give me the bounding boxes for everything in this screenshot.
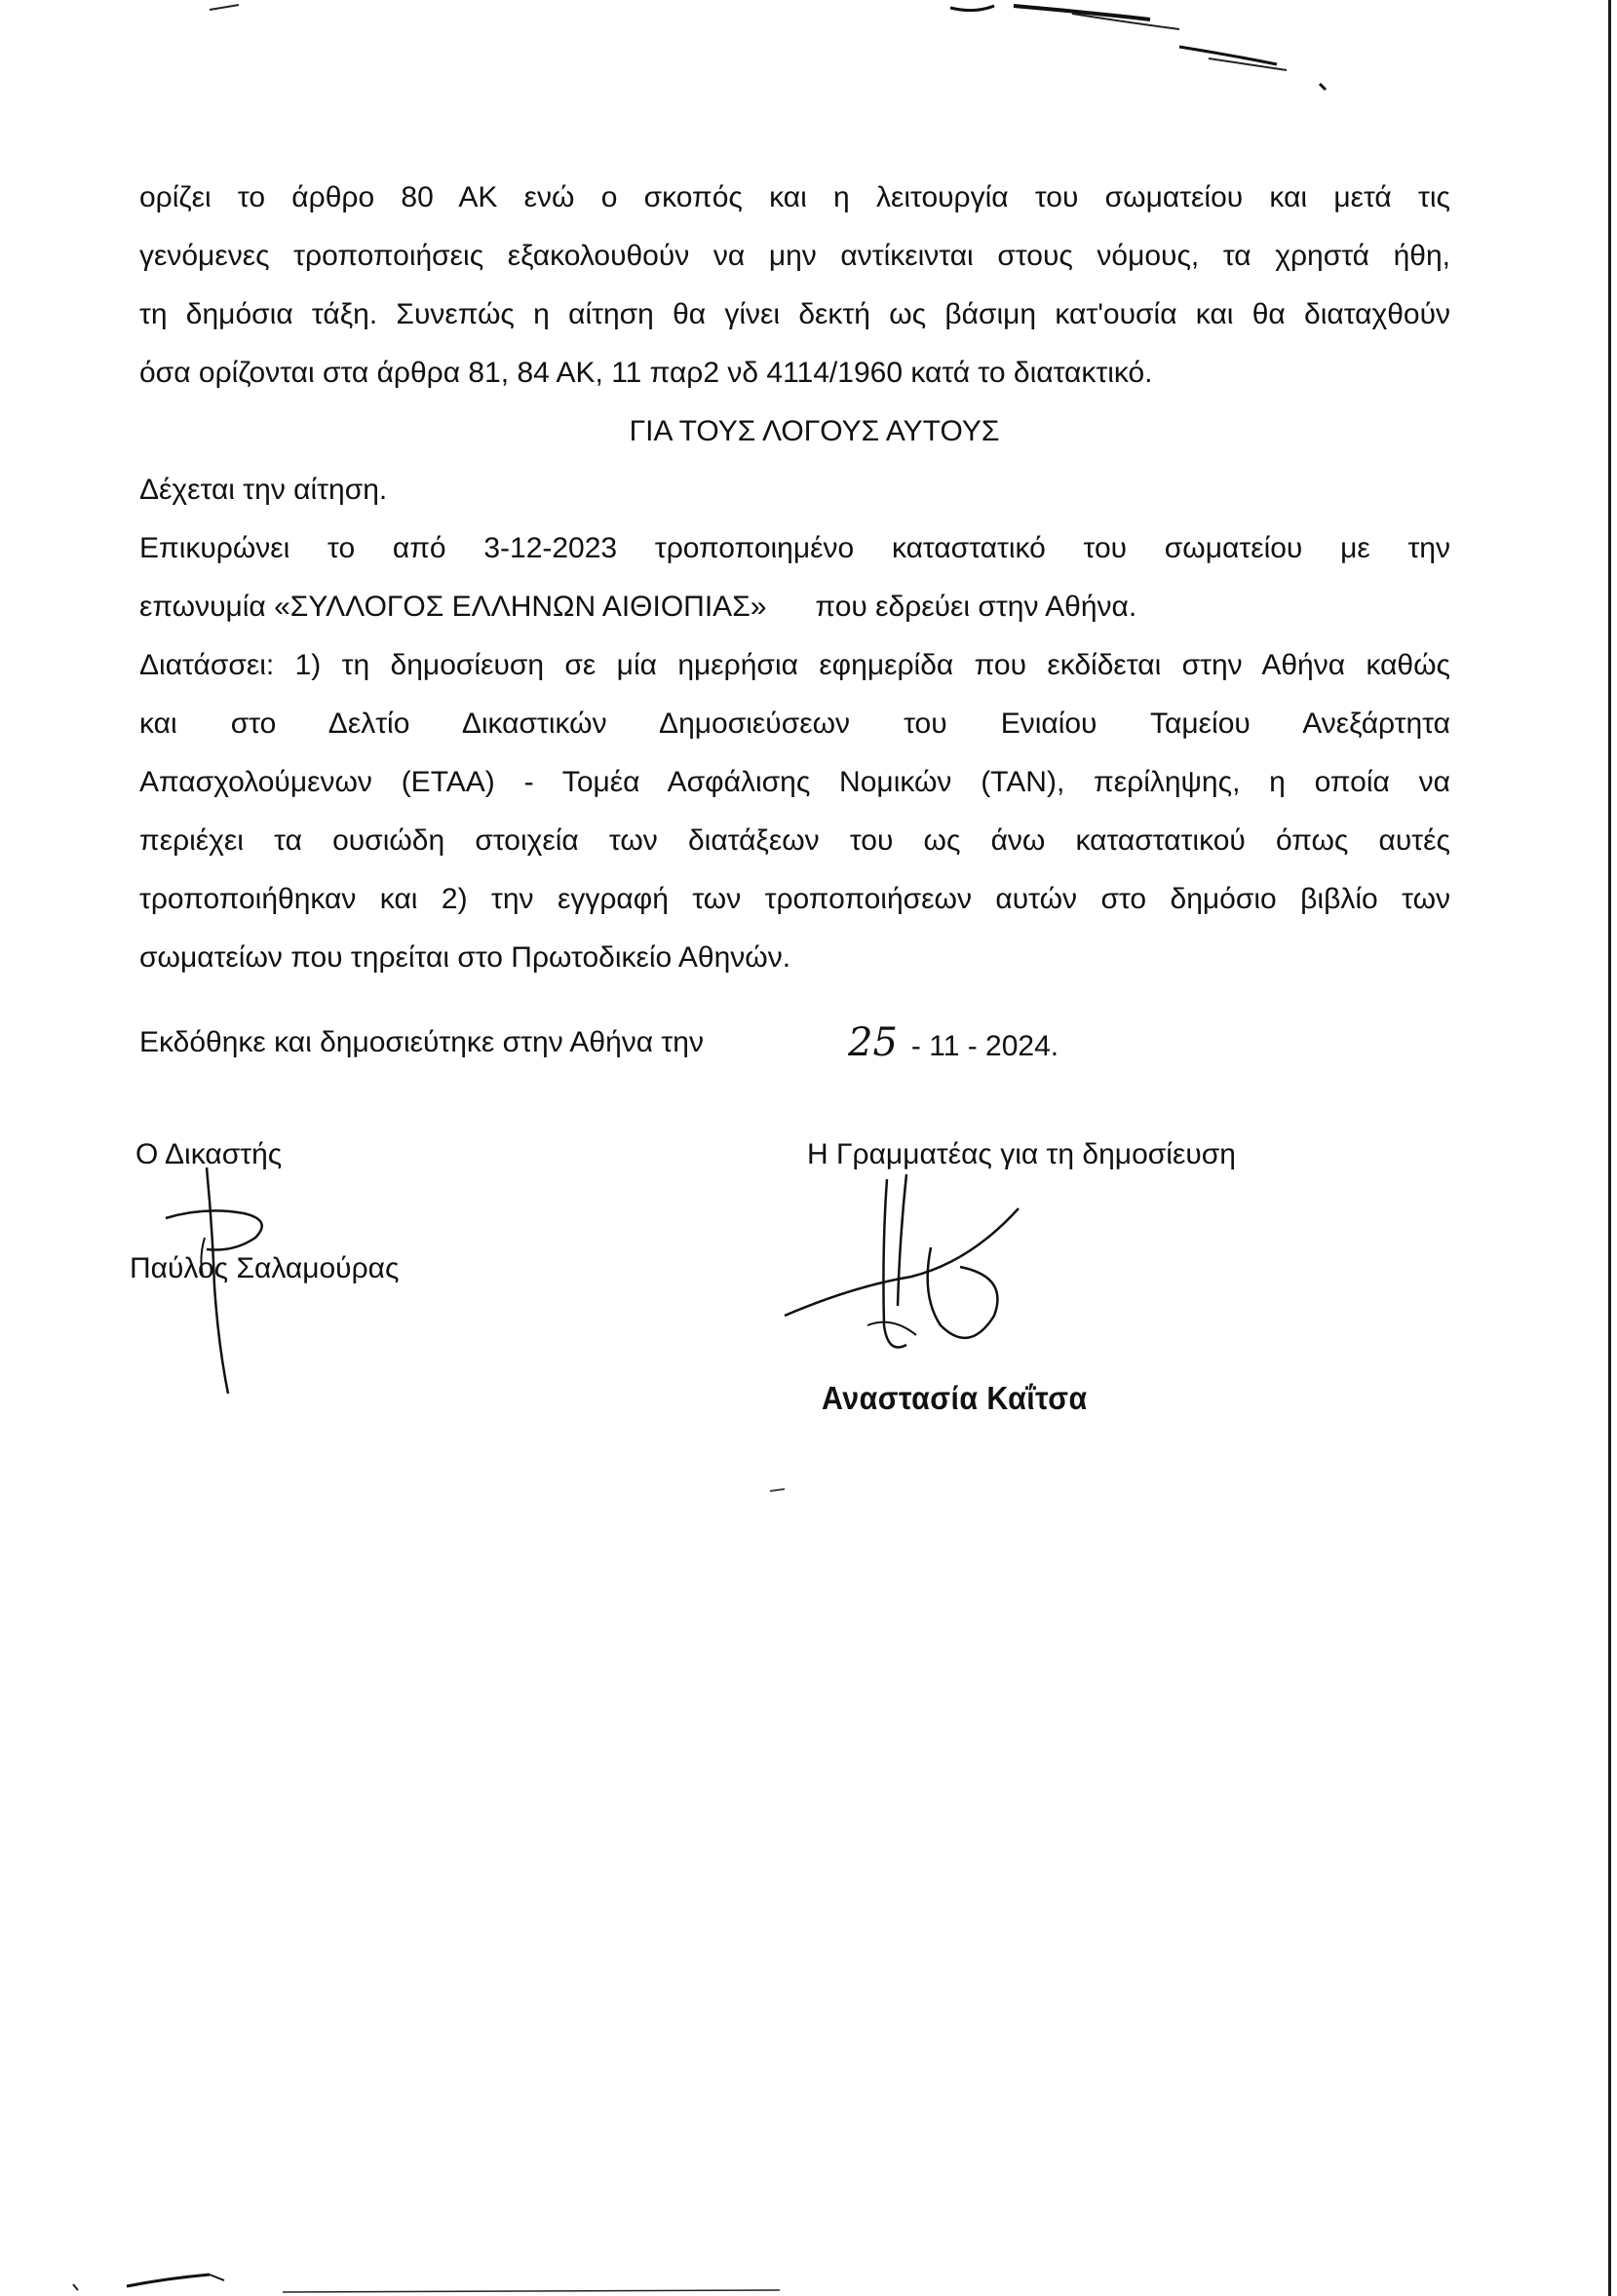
secretary-title: Η Γραμματέας για τη δημοσίευση: [807, 1138, 1236, 1170]
date-rest: - 11 - 2024.: [910, 1030, 1059, 1062]
text-line: Επικυρώνει το από 3-12-2023 τροποποιημένο καταστατικό του σωματείου με την: [139, 532, 1450, 564]
section-heading: ΓΙΑ ΤΟΥΣ ΛΟΓΟΥΣ ΑΥΤΟΥΣ: [629, 415, 1000, 447]
text-line: και στο Δελτίο Δικαστικών Δημοσιεύσεων του Ενιαίου Ταμείου Ανεξάρτητα: [139, 708, 1450, 740]
issue-date: [848, 1014, 1059, 1076]
judge-title: Ο Δικαστής: [135, 1138, 283, 1170]
document-body: [139, 169, 1450, 987]
secretary-signature: [775, 1169, 1067, 1364]
issue-statement: Εκδόθηκε και δημοσιεύτηκε στην Αθήνα την: [139, 1026, 704, 1058]
text-line: ορίζει το άρθρο 80 ΑΚ ενώ ο σκοπός και η λειτουργία του σωματείου και μετά τις: [139, 181, 1450, 213]
ratification-paragraph: [139, 519, 1450, 636]
judge-name: Παύλος Σαλαμούρας: [130, 1252, 400, 1284]
text-line: γενόμενες τροποποιήσεις εξακολουθούν να μην αντίκεινται στους νόμους, τα χρηστά ήθη,: [139, 240, 1450, 272]
text-line: σωματείων που τηρείται στο Πρωτοδικείο Αθηνών.: [139, 941, 791, 974]
reasoning-paragraph: [139, 169, 1450, 402]
handwritten-day: 25: [848, 1020, 898, 1065]
text-line: επωνυμία «ΣΥΛΛΟΓΟΣ ΕΛΛΗΝΩΝ ΑΙΘΙΟΠΙΑΣ» που εδρεύει στην Αθήνα.: [139, 591, 1137, 623]
order-paragraph: [139, 636, 1450, 987]
scan-edge: [1608, 0, 1611, 2296]
accepts-line: Δέχεται την αίτηση.: [139, 474, 388, 506]
text-line: τη δημόσια τάξη. Συνεπώς η αίτηση θα γίνει δεκτή ως βάσιμη κατ'ουσία και θα διαταχθούν: [139, 298, 1450, 330]
text-line: Απασχολούμενων (ΕΤΑΑ) - Τομέα Ασφάλισης Νομικών (ΤΑΝ), περίληψης, η οποία να: [139, 766, 1450, 798]
secretary-name-stamp: Αναστασία Καΐτσα: [822, 1380, 1088, 1416]
text-line: Διατάσσει: 1) τη δημοσίευση σε μία ημερήσια εφημερίδα που εκδίδεται στην Αθήνα καθώς: [139, 649, 1450, 681]
text-line: περιέχει τα ουσιώδη στοιχεία των διατάξεων του ως άνω καταστατικού όπως αυτές: [139, 824, 1450, 857]
text-line: όσα ορίζονται στα άρθρα 81, 84 ΑΚ, 11 παρ2 νδ 4114/1960 κατά το διατακτικό.: [139, 357, 1153, 389]
text-line: τροποποιήθηκαν και 2) την εγγραφή των τροποποιήσεων αυτών στο δημόσιο βιβλίο των: [139, 883, 1450, 915]
